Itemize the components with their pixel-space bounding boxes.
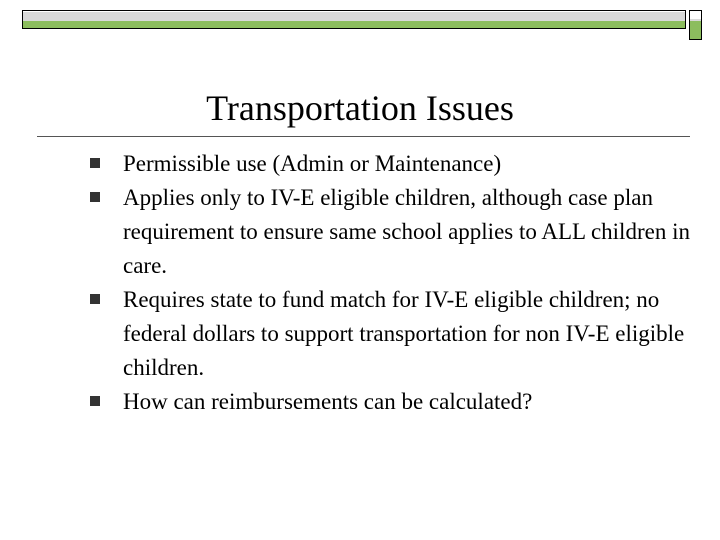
bullet-list bbox=[90, 147, 690, 419]
square-bullet-icon bbox=[90, 158, 100, 168]
header-box-accent bbox=[690, 21, 701, 39]
list-item bbox=[90, 181, 690, 283]
square-bullet-icon bbox=[90, 192, 100, 202]
bullet-text: Requires state to fund match for IV-E eligible children; no federal dollars to support transportation for non IV-E eligible children. bbox=[123, 287, 685, 380]
header-bar-accent bbox=[23, 21, 685, 28]
header-decoration-bar bbox=[22, 10, 686, 29]
title-divider bbox=[37, 136, 690, 137]
bullet-text: How can reimbursements can be calculated? bbox=[123, 389, 533, 414]
list-item bbox=[90, 147, 690, 181]
list-item bbox=[90, 283, 690, 385]
header-decoration-box bbox=[689, 10, 702, 40]
square-bullet-icon bbox=[90, 294, 100, 304]
slide-title: Transportation Issues bbox=[206, 88, 514, 128]
bullet-text: Permissible use (Admin or Maintenance) bbox=[123, 151, 502, 176]
list-item bbox=[90, 385, 690, 419]
square-bullet-icon bbox=[90, 396, 100, 406]
bullet-text: Applies only to IV-E eligible children, although case plan requirement to ensure same school applies to ALL children in care. bbox=[123, 185, 690, 278]
